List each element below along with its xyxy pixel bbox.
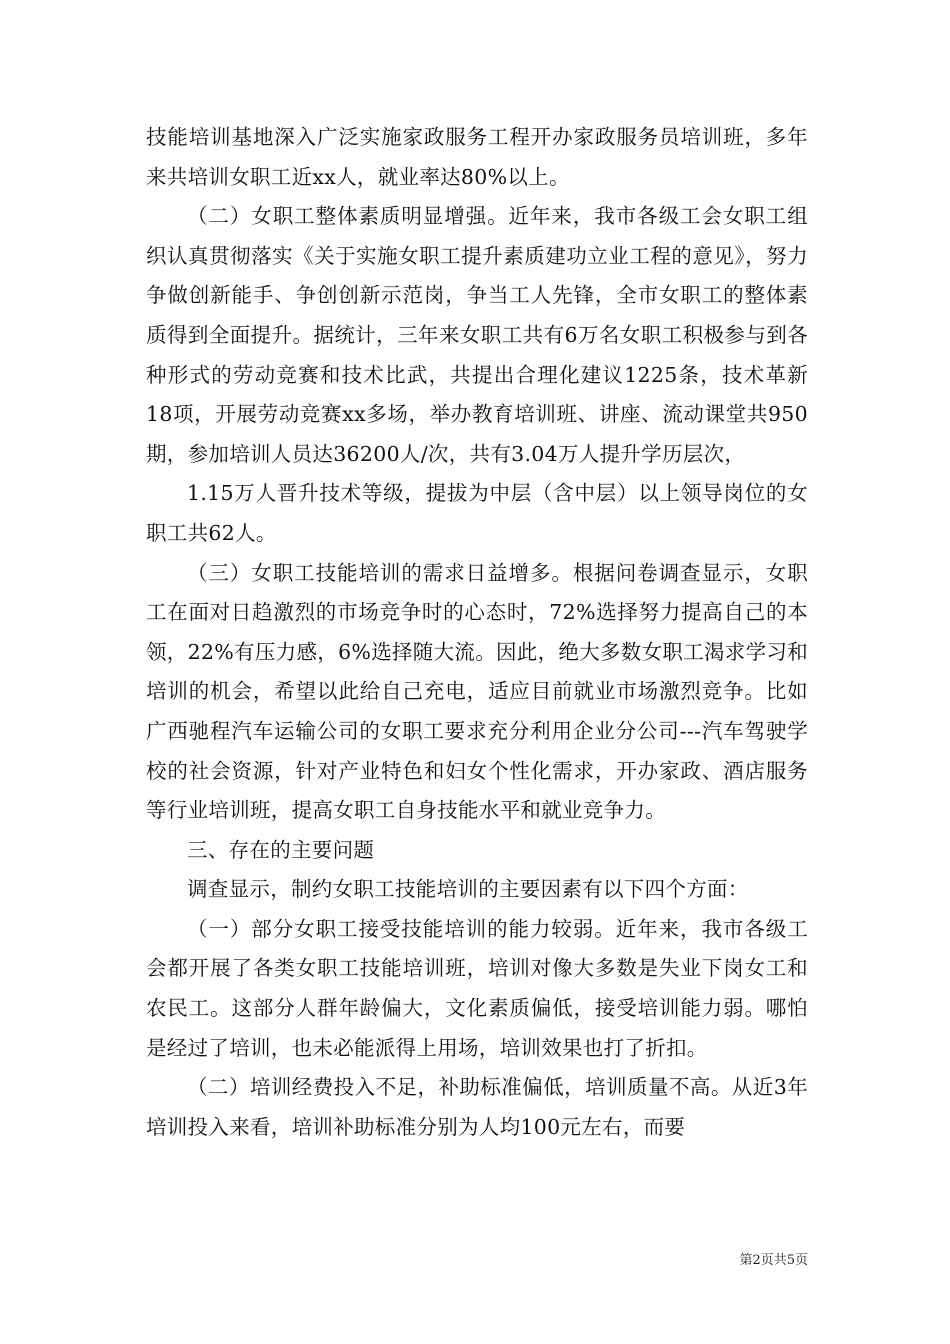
page-number-footer: 第2页共5页 <box>739 1253 808 1268</box>
section-heading-main-problems: 三、存在的主要问题 <box>187 837 375 862</box>
paragraph-section-2: （二）女职工整体素质明显增强。近年来，我市各级工会女职工组织认真贯彻落实《关于实施女职工提升素质建功立业工程的意见》，努力争做创新能手、争创创新示范岗，争当工人先锋，全市女职工的整体素质得到全面提升。据统计，三年来女职工共有6万名女职工积极参与到各种形式的劳动竞赛和技术比武，共提出合理化建议1225条，技术革新18项，开展劳动竞赛xx多场，举办教育培训班、讲座、流动课堂共950期，参加培训人员达36200人/次，共有3.04万人提升学历层次， <box>146 204 808 466</box>
paragraph-problem-2: （二）培训经费投入不足，补助标准偏低，培训质量不高。从近3年培训投入来看，培训补助标准分别为人均100元左右，而要 <box>146 1075 808 1139</box>
paragraph-problem-1: （一）部分女职工接受技能培训的能力较弱。近年来，我市各级工会都开展了各类女职工技能培训班，培训对像大多数是失业下岗女工和农民工。这部分人群年龄偏大，文化素质偏低，接受培训能力弱。哪怕是经过了培训，也未必能派得上用场，培训效果也打了折扣。 <box>146 916 808 1060</box>
paragraph-section-3: （三）女职工技能培训的需求日益增多。根据问卷调查显示，女职工在面对日趋激烈的市场竞争时的心态时，72%选择努力提高自己的本领，22%有压力感，6%选择随大流。因此，绝大多数女职工渴求学习和培训的机会，希望以此给自己充电，适应目前就业市场激烈竞争。比如广西驰程汽车运输公司的女职工要求充分利用企业分公司---汽车驾驶学校的社会资源，针对产业特色和妇女个性化需求，开办家政、酒店服务等行业培训班，提高女职工自身技能水平和就业竞争力。 <box>146 560 808 823</box>
document-body <box>146 118 808 1147</box>
paragraph-continuation: 技能培训基地深入广泛实施家政服务工程开办家政服务员培训班，多年来共培训女职工近xx人，就业率达80%以上。 <box>146 125 808 189</box>
paragraph-promotion-stats: 1.15万人晋升技术等级，提拔为中层（含中层）以上领导岗位的女职工共62人。 <box>146 481 808 545</box>
paragraph-survey-intro: 调查显示，制约女职工技能培训的主要因素有以下四个方面： <box>187 877 749 902</box>
